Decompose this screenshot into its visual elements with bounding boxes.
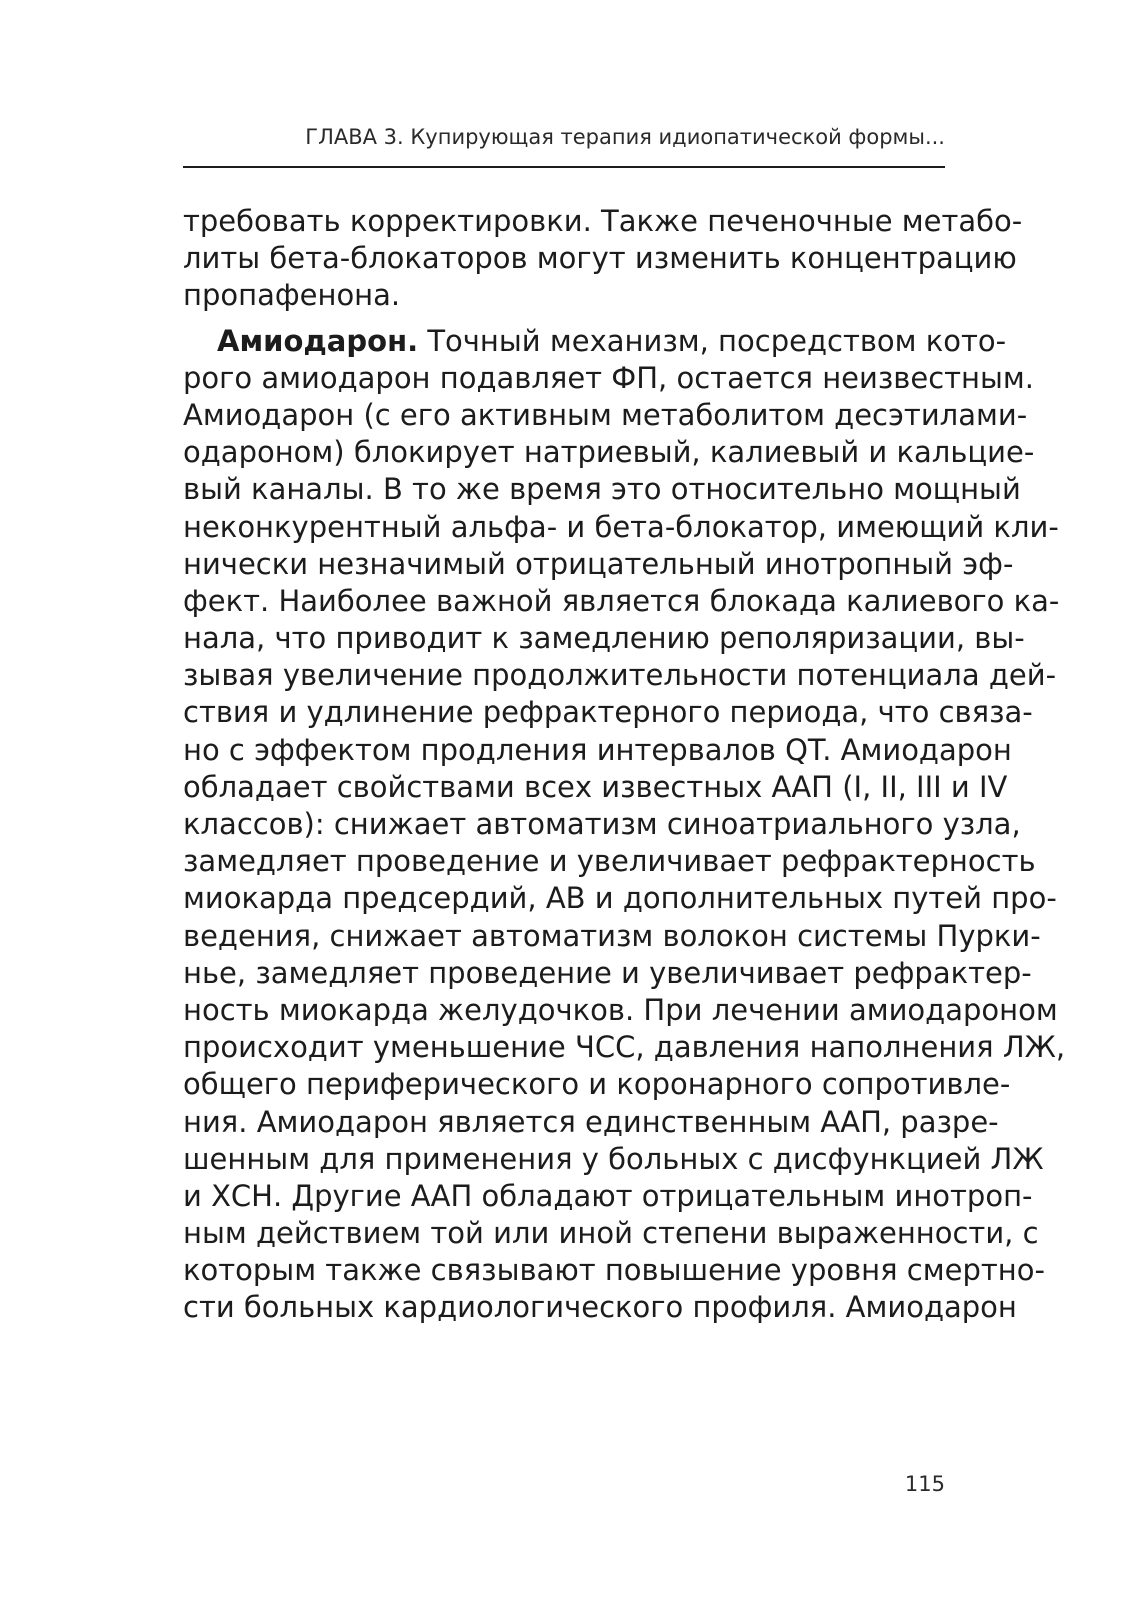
text-line: обладает свойствами всех известных ААП (I, II, III и IV [183,769,1008,804]
body-text [183,203,1066,1327]
text-line: ния. Амиодарон является единственным ААП, разре- [183,1104,999,1139]
text-line: и ХСН. Другие ААП обладают отрицательным инотроп- [183,1178,1033,1213]
text-line: неконкурентный альфа- и бета-блокатор, имеющий кли- [183,509,1059,544]
run-in-heading: Амиодарон. [217,323,419,358]
text-line: общего периферического и коронарного сопротивле- [183,1067,1011,1102]
text-line: ствия и удлинение рефрактерного периода, что связа- [183,695,1033,730]
text-line: требовать корректировки. Также печеночные метабо- [183,204,1023,238]
text-line: зывая увеличение продолжительности потенциала дей- [183,658,1057,693]
text-line: пропафенона. [183,278,401,313]
text-line: замедляет проведение и увеличивает рефрактерность [183,844,1036,879]
text-line: происходит уменьшение ЧСС, давления наполнения ЛЖ, [183,1030,1066,1065]
paragraph-2 [183,323,1066,1327]
text-line: рого амиодарон подавляет ФП, остается неизвестным. [183,360,1034,395]
text-line: классов): снижает автоматизм синоатриального узла, [183,807,1021,841]
text-line: Амиодарон (с его активным метаболитом десэтилами- [183,397,1028,432]
text-line: нье, замедляет проведение и увеличивает рефрактер- [183,955,1032,990]
text-line: одароном) блокирует натриевый, калиевый и кальцие- [183,435,1035,470]
text-line [183,323,1007,360]
running-header [183,119,945,168]
text-line: вый каналы. В то же время это относительно мощный [183,472,1021,507]
text-line: которым также связывают повышение уровня смертно- [183,1253,1045,1288]
text-line: ведения, снижает автоматизм волокон системы Пурки- [183,918,1041,953]
text-line: ность миокарда желудочков. При лечении амиодароном [183,992,1058,1027]
paragraph-spacing [183,315,945,323]
text-line: нала, что приводит к замедлению реполяризации, вы- [183,621,1025,656]
running-title: ГЛАВА 3. Купирующая терапия идиопатической формы... [305,125,945,149]
text-line: миокарда предсердий, АВ и дополнительных путей про- [183,881,1057,916]
text-line: шенным для применения у больных с дисфункцией ЛЖ [183,1141,1044,1176]
page-number: 115 [904,1472,945,1496]
first-line-text: Точный механизм, посредством кото- [427,323,1007,358]
text-line: ным действием той или иной степени выраженности, с [183,1216,1039,1251]
text-line: сти больных кардиологического профиля. Амиодарон [183,1290,1017,1325]
text-line: фект. Наиболее важной является блокада калиевого ка- [183,583,1060,618]
text-line: нически незначимый отрицательный инотропный эф- [183,546,1014,581]
text-line: но с эффектом продления интервалов QT. Амиодарон [183,732,1012,767]
text-line: литы бета-блокаторов могут изменить концентрацию [183,241,1017,276]
paragraph-1 [183,203,1023,315]
